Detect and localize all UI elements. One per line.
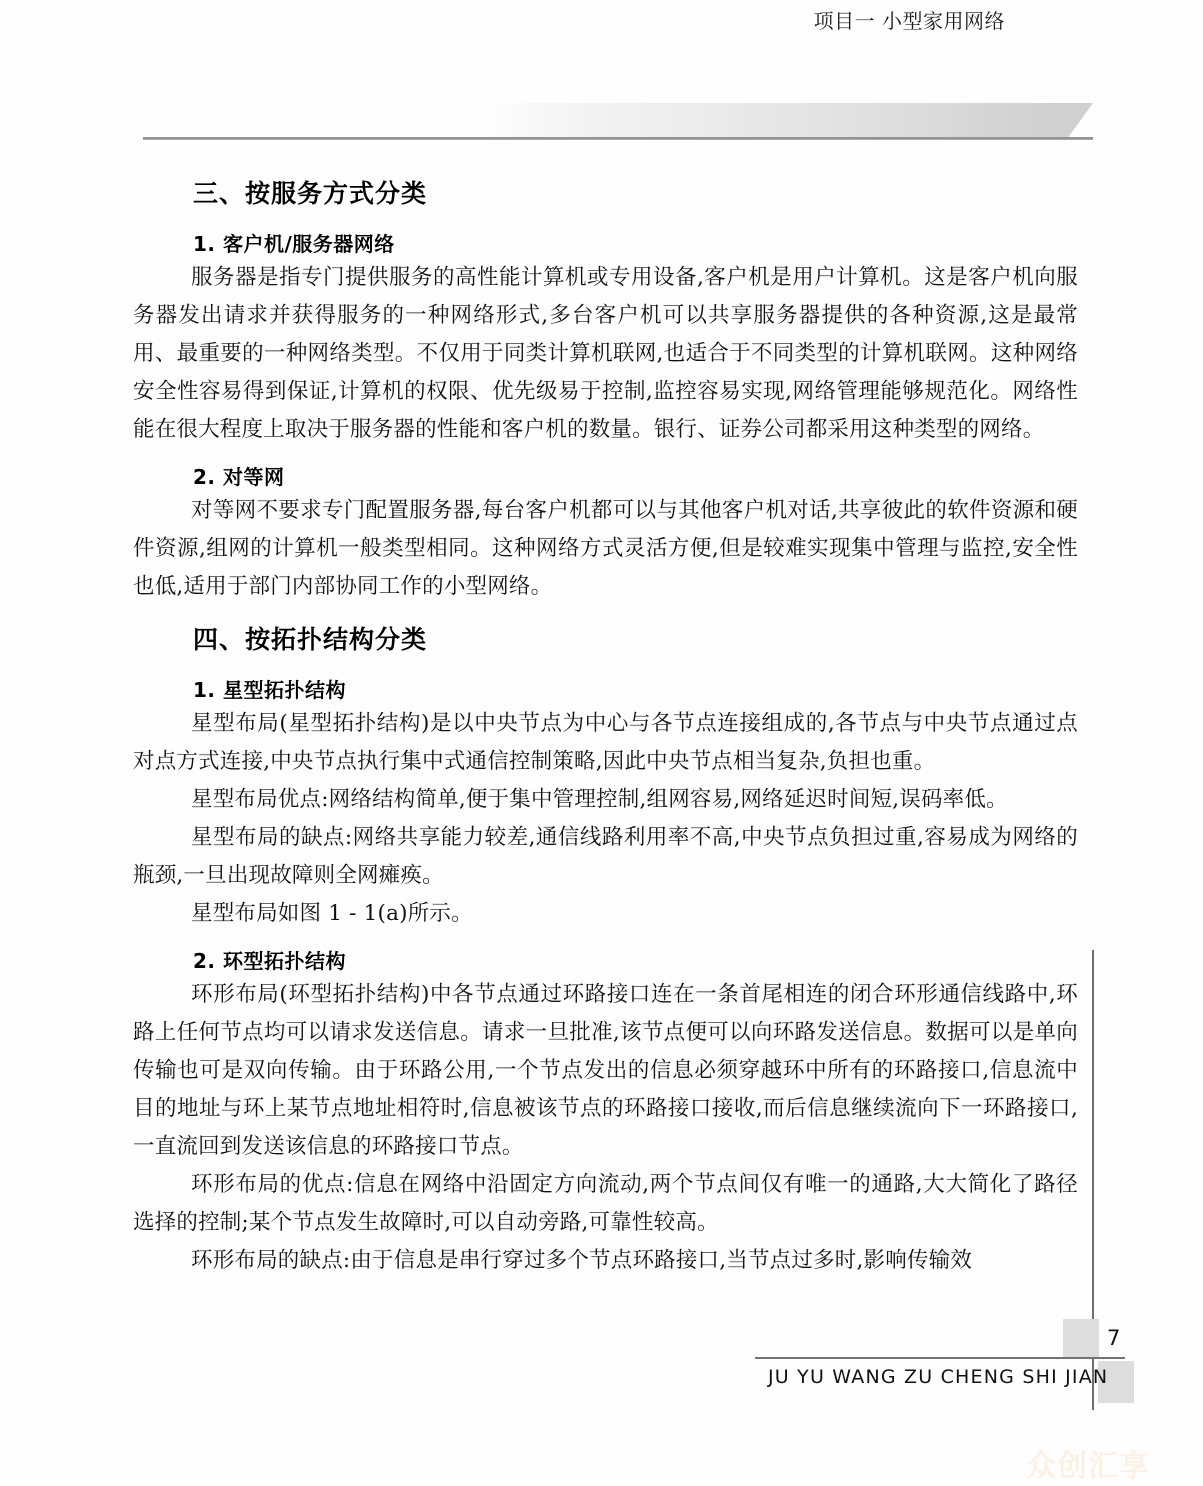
body-paragraph: 环形布局(环型拓扑结构)中各节点通过环路接口连在一条首尾相连的闭合环形通信线路中,环路上任何节点均可以请求发送信息。请求一旦批准,该节点便可以向环路发送信息。数据可以是单向传输也可是双向传输。由于环路公用,一个节点发出的信息必须穿越环中所有的环路接口,信息流中目的地址与环上某节点地址相符时,信息被该节点的环路接口接收,而后信息继续流向下一环路接口,一直流回到发送该信息的环路接口节点。	[133, 982, 1078, 1159]
header-divider-rule	[143, 137, 1093, 140]
sub-heading: 2. 环型拓扑结构	[193, 949, 346, 973]
page-content	[133, 160, 1078, 1280]
body-paragraph: 环形布局的缺点:由于信息是串行穿过多个节点环路接口,当节点过多时,影响传输效	[191, 1248, 973, 1273]
section-heading: 三、按服务方式分类	[193, 179, 428, 208]
body-paragraph: 环形布局的优点:信息在网络中沿固定方向流动,两个节点间仅有唯一的通路,大大简化了路径选择的控制;某个节点发生故障时,可以自动旁路,可靠性较高。	[133, 1172, 1078, 1235]
watermark: 众创汇享	[1026, 1449, 1150, 1484]
body-paragraph: 星型布局的缺点:网络共享能力较差,通信线路利用率不高,中央节点负担过重,容易成为网络的瓶颈,一旦出现故障则全网瘫痪。	[133, 825, 1078, 888]
running-header	[143, 103, 1093, 139]
footer-pinyin-title: JU YU WANG ZU CHENG SHI JIAN	[768, 1366, 1109, 1388]
sub-heading: 2. 对等网	[193, 465, 285, 489]
sub-heading: 1. 客户机/服务器网络	[193, 232, 395, 256]
body-paragraph: 星型布局优点:网络结构简单,便于集中管理控制,组网容易,网络延迟时间短,误码率低。	[191, 787, 1008, 812]
body-paragraph: 星型布局如图 1 - 1(a)所示。	[191, 901, 473, 926]
running-header-title: 项目一 小型家用网络	[813, 9, 1005, 33]
decorative-square-top	[1063, 1319, 1099, 1357]
header-gradient-band	[473, 103, 1093, 139]
sub-heading: 1. 星型拓扑结构	[193, 678, 346, 702]
page-number: 7	[1107, 1326, 1121, 1350]
footer-divider-rule	[755, 1357, 1125, 1359]
body-paragraph: 星型布局(星型拓扑结构)是以中央节点为中心与各节点连接组成的,各节点与中央节点通过点对点方式连接,中央节点执行集中式通信控制策略,因此中央节点相当复杂,负担也重。	[133, 711, 1078, 774]
body-paragraph: 对等网不要求专门配置服务器,每台客户机都可以与其他客户机对话,共享彼此的软件资源和硬件资源,组网的计算机一般类型相同。这种网络方式灵活方便,但是较难实现集中管理与监控,安全性也低,适用于部门内部协同工作的小型网络。	[133, 498, 1078, 599]
section-heading: 四、按拓扑结构分类	[193, 625, 428, 654]
body-paragraph: 服务器是指专门提供服务的高性能计算机或专用设备,客户机是用户计算机。这是客户机向服务器发出请求并获得服务的一种网络形式,多台客户机可以共享服务器提供的各种资源,这是最常用、最重要的一种网络类型。不仅用于同类计算机联网,也适合于不同类型的计算机联网。这种网络安全性容易得到保证,计算机的权限、优先级易于控制,监控容易实现,网络管理能够规范化。网络性能在很大程度上取决于服务器的性能和客户机的数量。银行、证券公司都采用这种类型的网络。	[133, 265, 1078, 442]
